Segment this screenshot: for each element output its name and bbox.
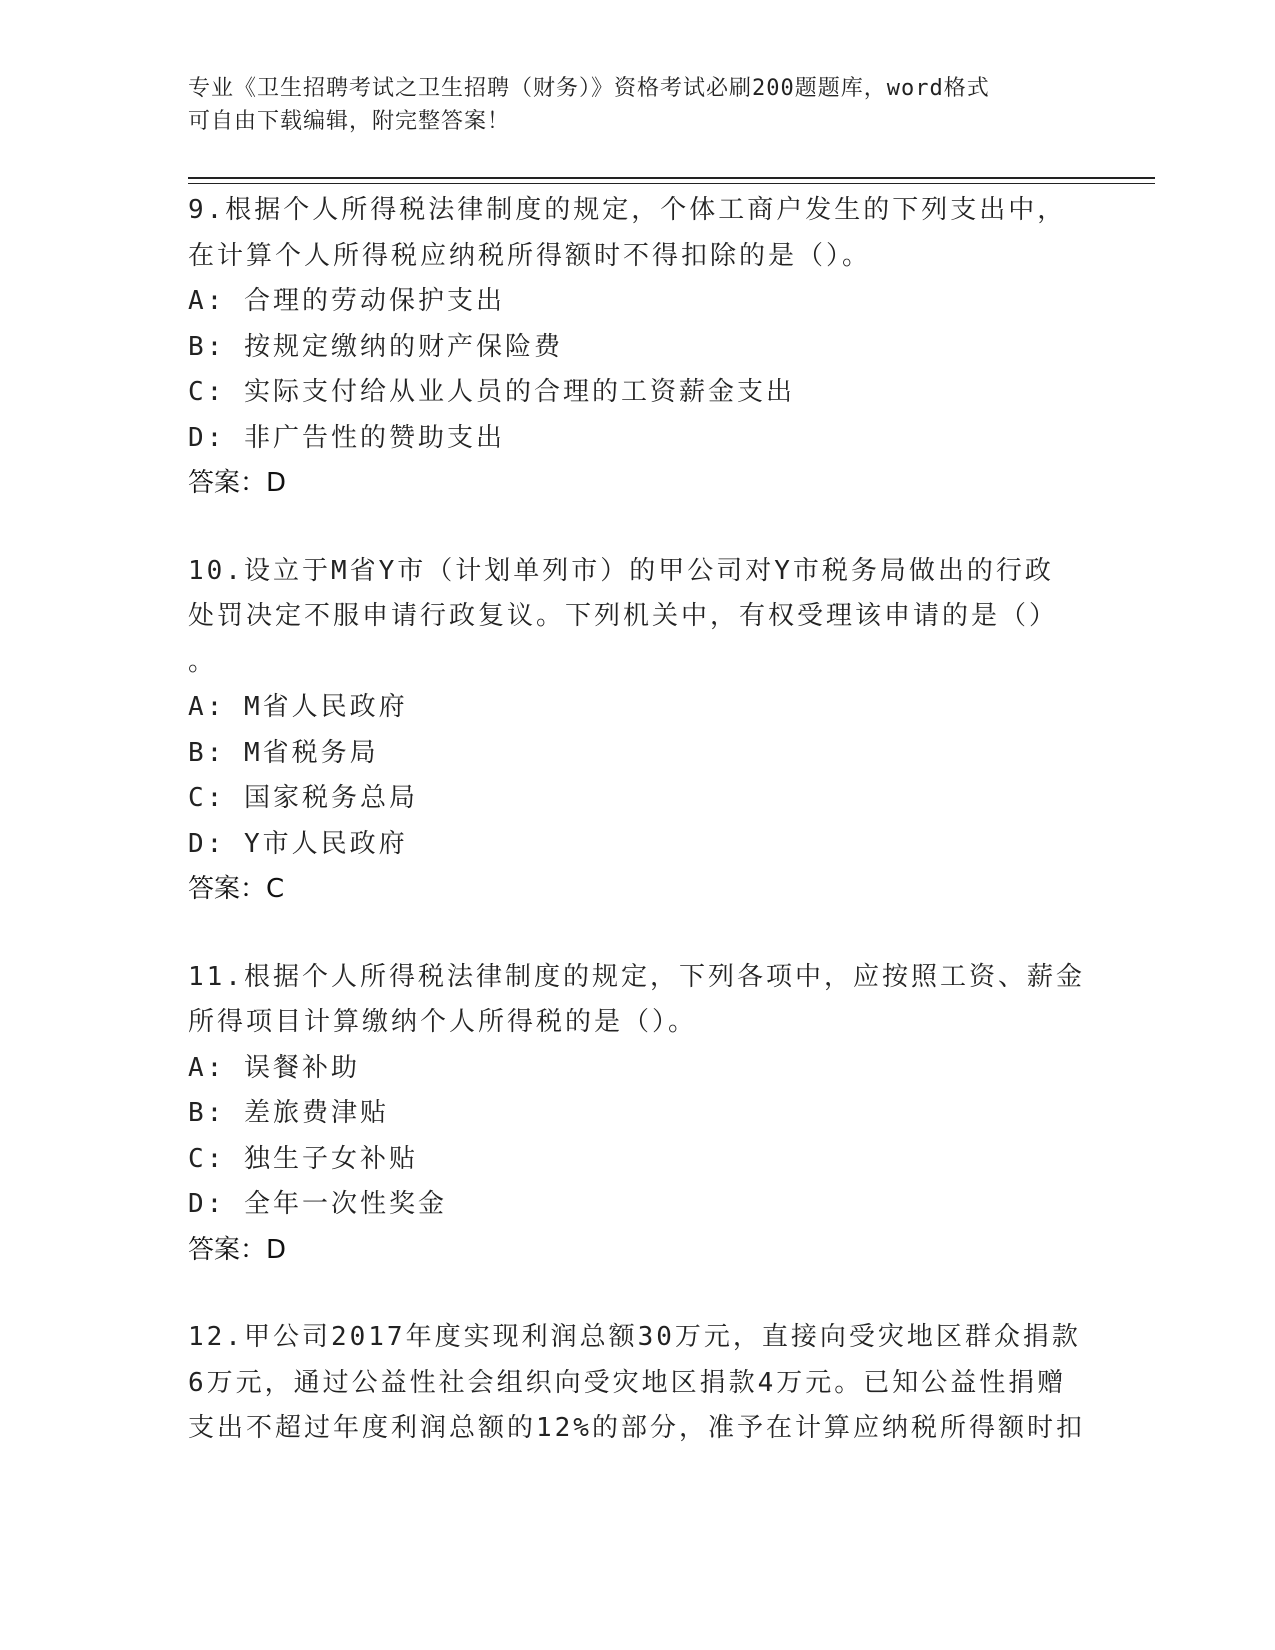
question-text: 10.设立于M省Y市（计划单列市）的甲公司对Y市税务局做出的行政 xyxy=(188,555,1054,586)
option-a: A: 合理的劳动保护支出 xyxy=(188,286,505,316)
answer-label: 答案：D xyxy=(188,1234,287,1265)
question-text: 在计算个人所得税应纳税所得额时不得扣除的是（）。 xyxy=(188,240,872,271)
option-b: B: M省税务局 xyxy=(188,737,379,768)
option-c: C: 国家税务总局 xyxy=(188,783,418,813)
option-b: B: 按规定缴纳的财产保险费 xyxy=(188,331,563,362)
question-item xyxy=(188,955,1088,1274)
question-text: 11.根据个人所得税法律制度的规定，下列各项中，应按照工资、薪金 xyxy=(188,961,1085,992)
header-divider xyxy=(188,177,1155,179)
question-text: 12.甲公司2017年度实现利润总额30万元，直接向受灾地区群众捐款 xyxy=(188,1322,1081,1352)
question-text: 6万元，通过公益性社会组织向受灾地区捐款4万元。已知公益性捐赠 xyxy=(188,1367,1067,1398)
question-item xyxy=(188,1315,1088,1452)
option-b: B: 差旅费津贴 xyxy=(188,1098,389,1128)
option-d: D: 非广告性的赞助支出 xyxy=(188,422,505,453)
option-a: A: M省人民政府 xyxy=(188,692,408,722)
question-list xyxy=(188,188,1088,1494)
answer-label: 答案：D xyxy=(188,468,287,498)
option-d: D: 全年一次性奖金 xyxy=(188,1189,447,1219)
question-text: 。 xyxy=(188,646,218,677)
question-item xyxy=(188,549,1088,913)
question-text: 所得项目计算缴纳个人所得税的是（）。 xyxy=(188,1007,698,1037)
header-line: 可自由下载编辑，附完整答案！ xyxy=(188,109,511,134)
document-header xyxy=(188,72,1088,138)
answer-label: 答案：C xyxy=(188,874,285,904)
option-a: A: 误餐补助 xyxy=(188,1052,360,1083)
option-c: C: 实际支付给从业人员的合理的工资薪金支出 xyxy=(188,377,795,407)
question-text: 支出不超过年度利润总额的12%的部分，准予在计算应纳税所得额时扣 xyxy=(188,1413,1085,1443)
question-text: 处罚决定不服申请行政复议。下列机关中，有权受理该申请的是（） xyxy=(188,601,1059,631)
question-item xyxy=(188,188,1088,507)
header-line: 专业《卫生招聘考试之卫生招聘（财务）》资格考试必刷200题题库，word格式 xyxy=(188,76,990,101)
header-divider-thin xyxy=(188,183,1155,184)
option-c: C: 独生子女补贴 xyxy=(188,1143,418,1174)
question-text: 9.根据个人所得税法律制度的规定，个体工商户发生的下列支出中， xyxy=(188,195,1067,225)
option-d: D: Y市人民政府 xyxy=(188,828,408,859)
